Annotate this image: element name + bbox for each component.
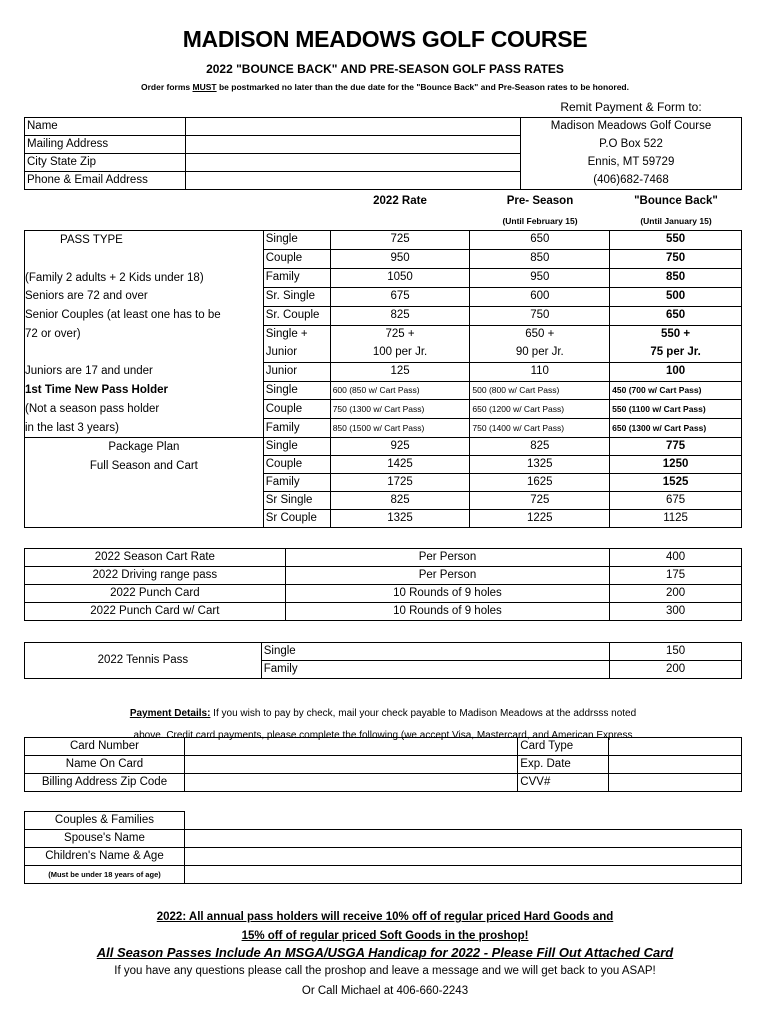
children-age-note: (Must be under 18 years of age) (25, 866, 185, 884)
name-on-card-field[interactable] (184, 756, 517, 774)
row-type: Couple (263, 456, 330, 474)
tennis-price: 150 (610, 643, 742, 661)
pre-season-cell: 110 (470, 362, 610, 381)
extra-item: 2022 Driving range pass (25, 567, 286, 585)
extra-desc: 10 Rounds of 9 holes (285, 603, 610, 621)
extra-item: 2022 Season Cart Rate (25, 549, 286, 567)
payment-line-2: above. Credit card payments, please complete the following (we accept Visa, Mastercard, and American Express (133, 730, 633, 741)
row-type: Single (263, 438, 330, 456)
name-field[interactable] (186, 118, 521, 136)
extra-desc: Per Person (285, 567, 610, 585)
children-name-label: Children's Name & Age (25, 848, 185, 866)
cvv-label: CVV# (518, 774, 609, 792)
pre-season-cell: 650 (470, 231, 610, 250)
bounce-back-cell: 1525 (610, 474, 742, 492)
rate-cell: 725 (330, 231, 470, 250)
bounce-back-cell: 650 (1300 w/ Cart Pass) (610, 419, 742, 438)
rate-cell: 950 (330, 249, 470, 268)
spouse-name-field[interactable] (184, 830, 741, 848)
bounce-back-cell: 650 (610, 306, 742, 325)
page-title: MADISON MEADOWS GOLF COURSE (182, 26, 588, 52)
rate-cell: 825 (330, 306, 470, 325)
remit-line: Ennis, MT 59729 (521, 154, 742, 172)
pre-season-cell: 750 (1400 w/ Cart Pass) (470, 419, 610, 438)
row-type: Single (263, 231, 330, 250)
extra-price: 400 (610, 549, 742, 567)
extra-price: 175 (610, 567, 742, 585)
city-state-zip-label: City State Zip (25, 154, 186, 172)
tennis-type: Family (261, 661, 609, 679)
extras-table (24, 548, 742, 621)
rate-cell: 750 (1300 w/ Cart Pass) (330, 400, 470, 419)
header-bounce-back-deadline: (Until January 15) (640, 216, 712, 226)
senior-couples-note-cont: 72 or over) (25, 327, 81, 340)
row-type: Couple (263, 400, 330, 419)
family-note: (Family 2 adults + 2 Kids under 18) (25, 271, 204, 284)
payment-heading: Payment Details: (129, 708, 211, 719)
first-time-label: 1st Time New Pass Holder (25, 384, 168, 396)
full-season-label: Full Season and Cart (89, 460, 198, 473)
exp-date-field[interactable] (609, 756, 742, 774)
rate-cell: 725 + (330, 325, 470, 343)
seniors-note: Seniors are 72 and over (25, 290, 148, 303)
card-type-label: Card Type (518, 738, 609, 756)
rate-cell: 1050 (330, 268, 470, 287)
pre-season-cell: 725 (470, 492, 610, 510)
card-type-field[interactable] (609, 738, 742, 756)
page-subtitle: 2022 "BOUNCE BACK" AND PRE-SEASON GOLF PASS RATES (206, 62, 564, 76)
rate-cell: 1325 (330, 510, 470, 528)
header-pre-season-deadline: (Until February 15) (502, 216, 578, 226)
pre-season-cell: 1325 (470, 456, 610, 474)
bounce-back-cell: 775 (610, 438, 742, 456)
extra-price: 200 (610, 585, 742, 603)
rate-cell: 1725 (330, 474, 470, 492)
juniors-note: Juniors are 17 and under (25, 365, 153, 378)
bounce-back-cell: 550 (1100 w/ Cart Pass) (610, 400, 742, 419)
row-type: Sr. Single (263, 287, 330, 306)
senior-couples-note: Senior Couples (at least one has to be (25, 309, 221, 321)
rate-cell: 1425 (330, 456, 470, 474)
bounce-back-cell: 550 + (610, 325, 742, 343)
bounce-back-cell: 1250 (610, 456, 742, 474)
rate-cell: 675 (330, 287, 470, 306)
tennis-label: 2022 Tennis Pass (25, 643, 262, 679)
remit-heading: Remit Payment & Form to: (560, 100, 702, 114)
phone-email-label: Phone & Email Address (25, 172, 186, 190)
bounce-back-cell: 450 (700 w/ Cart Pass) (610, 381, 742, 400)
row-type: Single + (263, 325, 330, 343)
pre-season-cell: 1225 (470, 510, 610, 528)
name-label: Name (25, 118, 186, 136)
row-type: Family (263, 474, 330, 492)
children-extra-field[interactable] (184, 866, 741, 884)
card-number-field[interactable] (184, 738, 517, 756)
discount-line-2: 15% off of regular priced Soft Goods in the proshop! (241, 930, 529, 942)
extra-desc: 10 Rounds of 9 holes (285, 585, 610, 603)
spouse-name-label: Spouse's Name (25, 830, 185, 848)
note-must: MUST (192, 82, 217, 92)
row-type: Junior (263, 362, 330, 381)
cvv-field[interactable] (609, 774, 742, 792)
card-number-label: Card Number (25, 738, 185, 756)
note-post: be postmarked no later than the due date for the "Bounce Back" and Pre-Season rates to be honored. (216, 82, 629, 92)
bounce-back-cell: 550 (610, 231, 742, 250)
row-type: Single (263, 381, 330, 400)
billing-zip-field[interactable] (184, 774, 517, 792)
extra-item: 2022 Punch Card w/ Cart (25, 603, 286, 621)
rate-cell: 825 (330, 492, 470, 510)
contact-table (24, 117, 742, 190)
pre-season-cell: 600 (470, 287, 610, 306)
rate-cell: 100 per Jr. (330, 344, 470, 362)
bounce-back-cell: 850 (610, 268, 742, 287)
bounce-back-cell: 675 (610, 492, 742, 510)
pass-type-label: PASS TYPE (60, 234, 123, 246)
not-season-note-cont: in the last 3 years) (25, 421, 119, 434)
pre-season-cell: 1625 (470, 474, 610, 492)
row-type: Family (263, 268, 330, 287)
name-on-card-label: Name On Card (25, 756, 185, 774)
couples-families-heading: Couples & Families (25, 812, 185, 830)
header-2022-rate: 2022 Rate (373, 195, 427, 207)
children-name-field[interactable] (184, 848, 741, 866)
pass-type-notes (25, 231, 264, 382)
row-type: Sr Couple (263, 510, 330, 528)
remit-line: (406)682-7468 (521, 172, 742, 190)
extra-price: 300 (610, 603, 742, 621)
questions-notice: If you have any questions please call the proshop and leave a message and we will get back to you ASAP! (114, 965, 656, 977)
package-notes (25, 438, 264, 528)
discount-line: 2022: All annual pass holders will receive 10% off of regular priced Hard Goods and (156, 911, 614, 923)
remit-line: P.O Box 522 (521, 136, 742, 154)
pre-season-cell: 650 + (470, 325, 610, 343)
header-pre-season: Pre- Season (506, 195, 574, 207)
bounce-back-cell: 1125 (610, 510, 742, 528)
row-type: Family (263, 419, 330, 438)
pass-rates-table (24, 230, 742, 528)
family-blank (184, 812, 741, 830)
header-bounce-back: "Bounce Back" (634, 195, 718, 207)
contact-michael: Or Call Michael at 406-660-2243 (301, 985, 469, 997)
rate-cell: 925 (330, 438, 470, 456)
rate-cell: 600 (850 w/ Cart Pass) (330, 381, 470, 400)
city-state-zip-field[interactable] (186, 154, 521, 172)
handicap-notice: All Season Passes Include An MSGA/USGA Handicap for 2022 - Please Fill Out Attached Card (96, 945, 674, 960)
bounce-back-cell: 750 (610, 249, 742, 268)
package-plan-label: Package Plan (108, 441, 180, 454)
rate-cell: 850 (1500 w/ Cart Pass) (330, 419, 470, 438)
row-type: Couple (263, 249, 330, 268)
pre-season-cell: 950 (470, 268, 610, 287)
tennis-type: Single (261, 643, 609, 661)
billing-zip-label: Billing Address Zip Code (25, 774, 185, 792)
pre-season-cell: 90 per Jr. (470, 344, 610, 362)
phone-email-field[interactable] (186, 172, 521, 190)
pre-season-cell: 750 (470, 306, 610, 325)
pre-season-cell: 500 (800 w/ Cart Pass) (470, 381, 610, 400)
bounce-back-cell: 75 per Jr. (610, 344, 742, 362)
row-type: Junior (263, 344, 330, 362)
mailing-address-label: Mailing Address (25, 136, 186, 154)
pre-season-cell: 825 (470, 438, 610, 456)
card-table (24, 737, 742, 792)
family-table (24, 811, 742, 884)
extra-desc: Per Person (285, 549, 610, 567)
note-pre: Order forms (141, 82, 193, 92)
postmark-note (0, 82, 770, 92)
row-type: Sr. Couple (263, 306, 330, 325)
mailing-address-field[interactable] (186, 136, 521, 154)
extra-item: 2022 Punch Card (25, 585, 286, 603)
exp-date-label: Exp. Date (518, 756, 609, 774)
remit-line: Madison Meadows Golf Course (521, 118, 742, 136)
bounce-back-cell: 100 (610, 362, 742, 381)
not-season-note: (Not a season pass holder (25, 402, 160, 415)
first-time-notes (25, 381, 264, 438)
rate-cell: 125 (330, 362, 470, 381)
bounce-back-cell: 500 (610, 287, 742, 306)
discount-notice (0, 908, 770, 946)
payment-line: If you wish to pay by check, mail your check payable to Madison Meadows at the addrsss noted (210, 708, 637, 719)
row-type: Sr Single (263, 492, 330, 510)
pre-season-cell: 650 (1200 w/ Cart Pass) (470, 400, 610, 419)
tennis-price: 200 (610, 661, 742, 679)
pre-season-cell: 850 (470, 249, 610, 268)
tennis-table (24, 642, 742, 679)
